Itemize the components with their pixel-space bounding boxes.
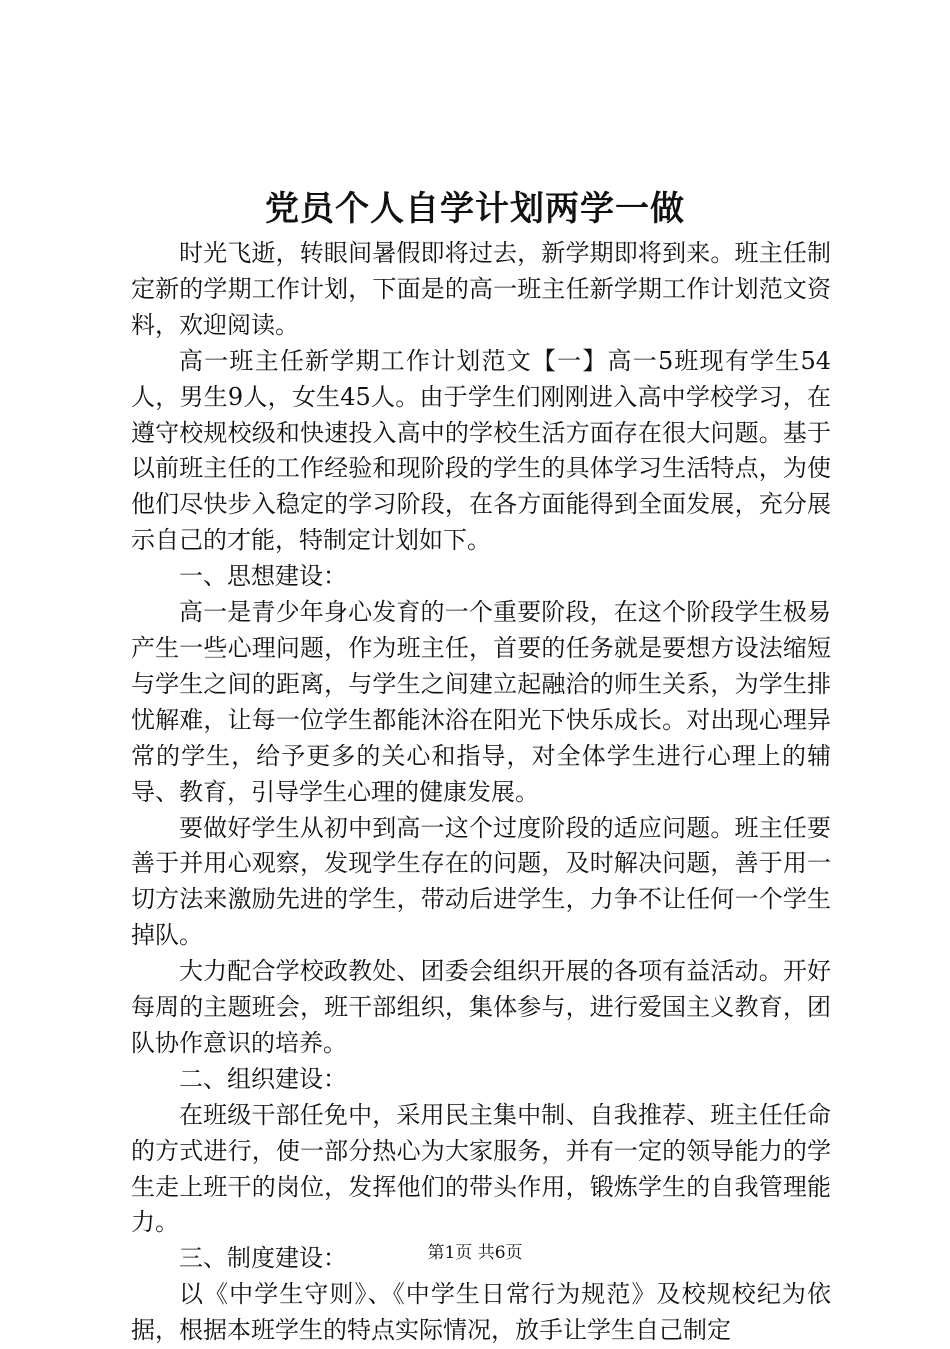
heading-system: 三、制度建设： xyxy=(179,1244,347,1273)
page-number: 第1页 共6页 xyxy=(427,1243,523,1263)
paragraph-ideology-1: 高一是青少年身心发育的一个重要阶段，在这个阶段学生极易产生一些心理问题，作为班主任，首要的任务就是要想方设法缩短与学生之间的距离，与学生之间建立起融洽的师生关系，为学生排忧解难，让每一位学生都能沐浴在阳光下快乐成长。对出现心理异常的学生，给予更多的关心和指导，对全体学生进行心理上的辅导、教育，引导学生心理的健康发展。 xyxy=(131,598,831,806)
paragraph-ideology-3: 大力配合学校政教处、团委会组织开展的各项有益活动。开好每周的主题班会，班干部组织，集体参与，进行爱国主义教育，团队协作意识的培养。 xyxy=(131,957,831,1057)
paragraph-organization: 在班级干部任免中，采用民主集中制、自我推荐、班主任任命的方式进行，使一部分热心为大家服务，并有一定的领导能力的学生走上班干的岗位，发挥他们的带头作用，锻炼学生的自我管理能力。 xyxy=(131,1100,831,1237)
document-body xyxy=(131,236,831,1349)
heading-ideology: 一、思想建设： xyxy=(179,562,347,591)
heading-organization: 二、组织建设： xyxy=(179,1064,347,1093)
paragraph-system: 以《中学生守则》、《中学生日常行为规范》及校规校纪为依据，根据本班学生的特点实际情况，放手让学生自己制定 xyxy=(131,1280,831,1345)
paragraph-class-overview: 高一班主任新学期工作计划范文【一】高一5班现有学生54人，男生9人，女生45人。由于学生们刚刚进入高中学校学习，在遵守校规校级和快速投入高中的学校生活方面存在很大问题。基于以前班主任的工作经验和现阶段的学生的具体学习生活特点，为使他们尽快步入稳定的学习阶段，在各方面能得到全面发展，充分展示自己的才能，特制定计划如下。 xyxy=(131,346,831,555)
paragraph-intro: 时光飞逝，转眼间暑假即将过去，新学期即将到来。班主任制定新的学期工作计划，下面是的高一班主任新学期工作计划范文资料，欢迎阅读。 xyxy=(131,239,831,339)
document-title: 党员个人自学计划两学一做 xyxy=(265,189,685,229)
paragraph-ideology-2: 要做好学生从初中到高一这个过度阶段的适应问题。班主任要善于并用心观察，发现学生存在的问题，及时解决问题，善于用一切方法来激励先进的学生，带动后进学生，力争不让任何一个学生掉队。 xyxy=(131,813,831,950)
